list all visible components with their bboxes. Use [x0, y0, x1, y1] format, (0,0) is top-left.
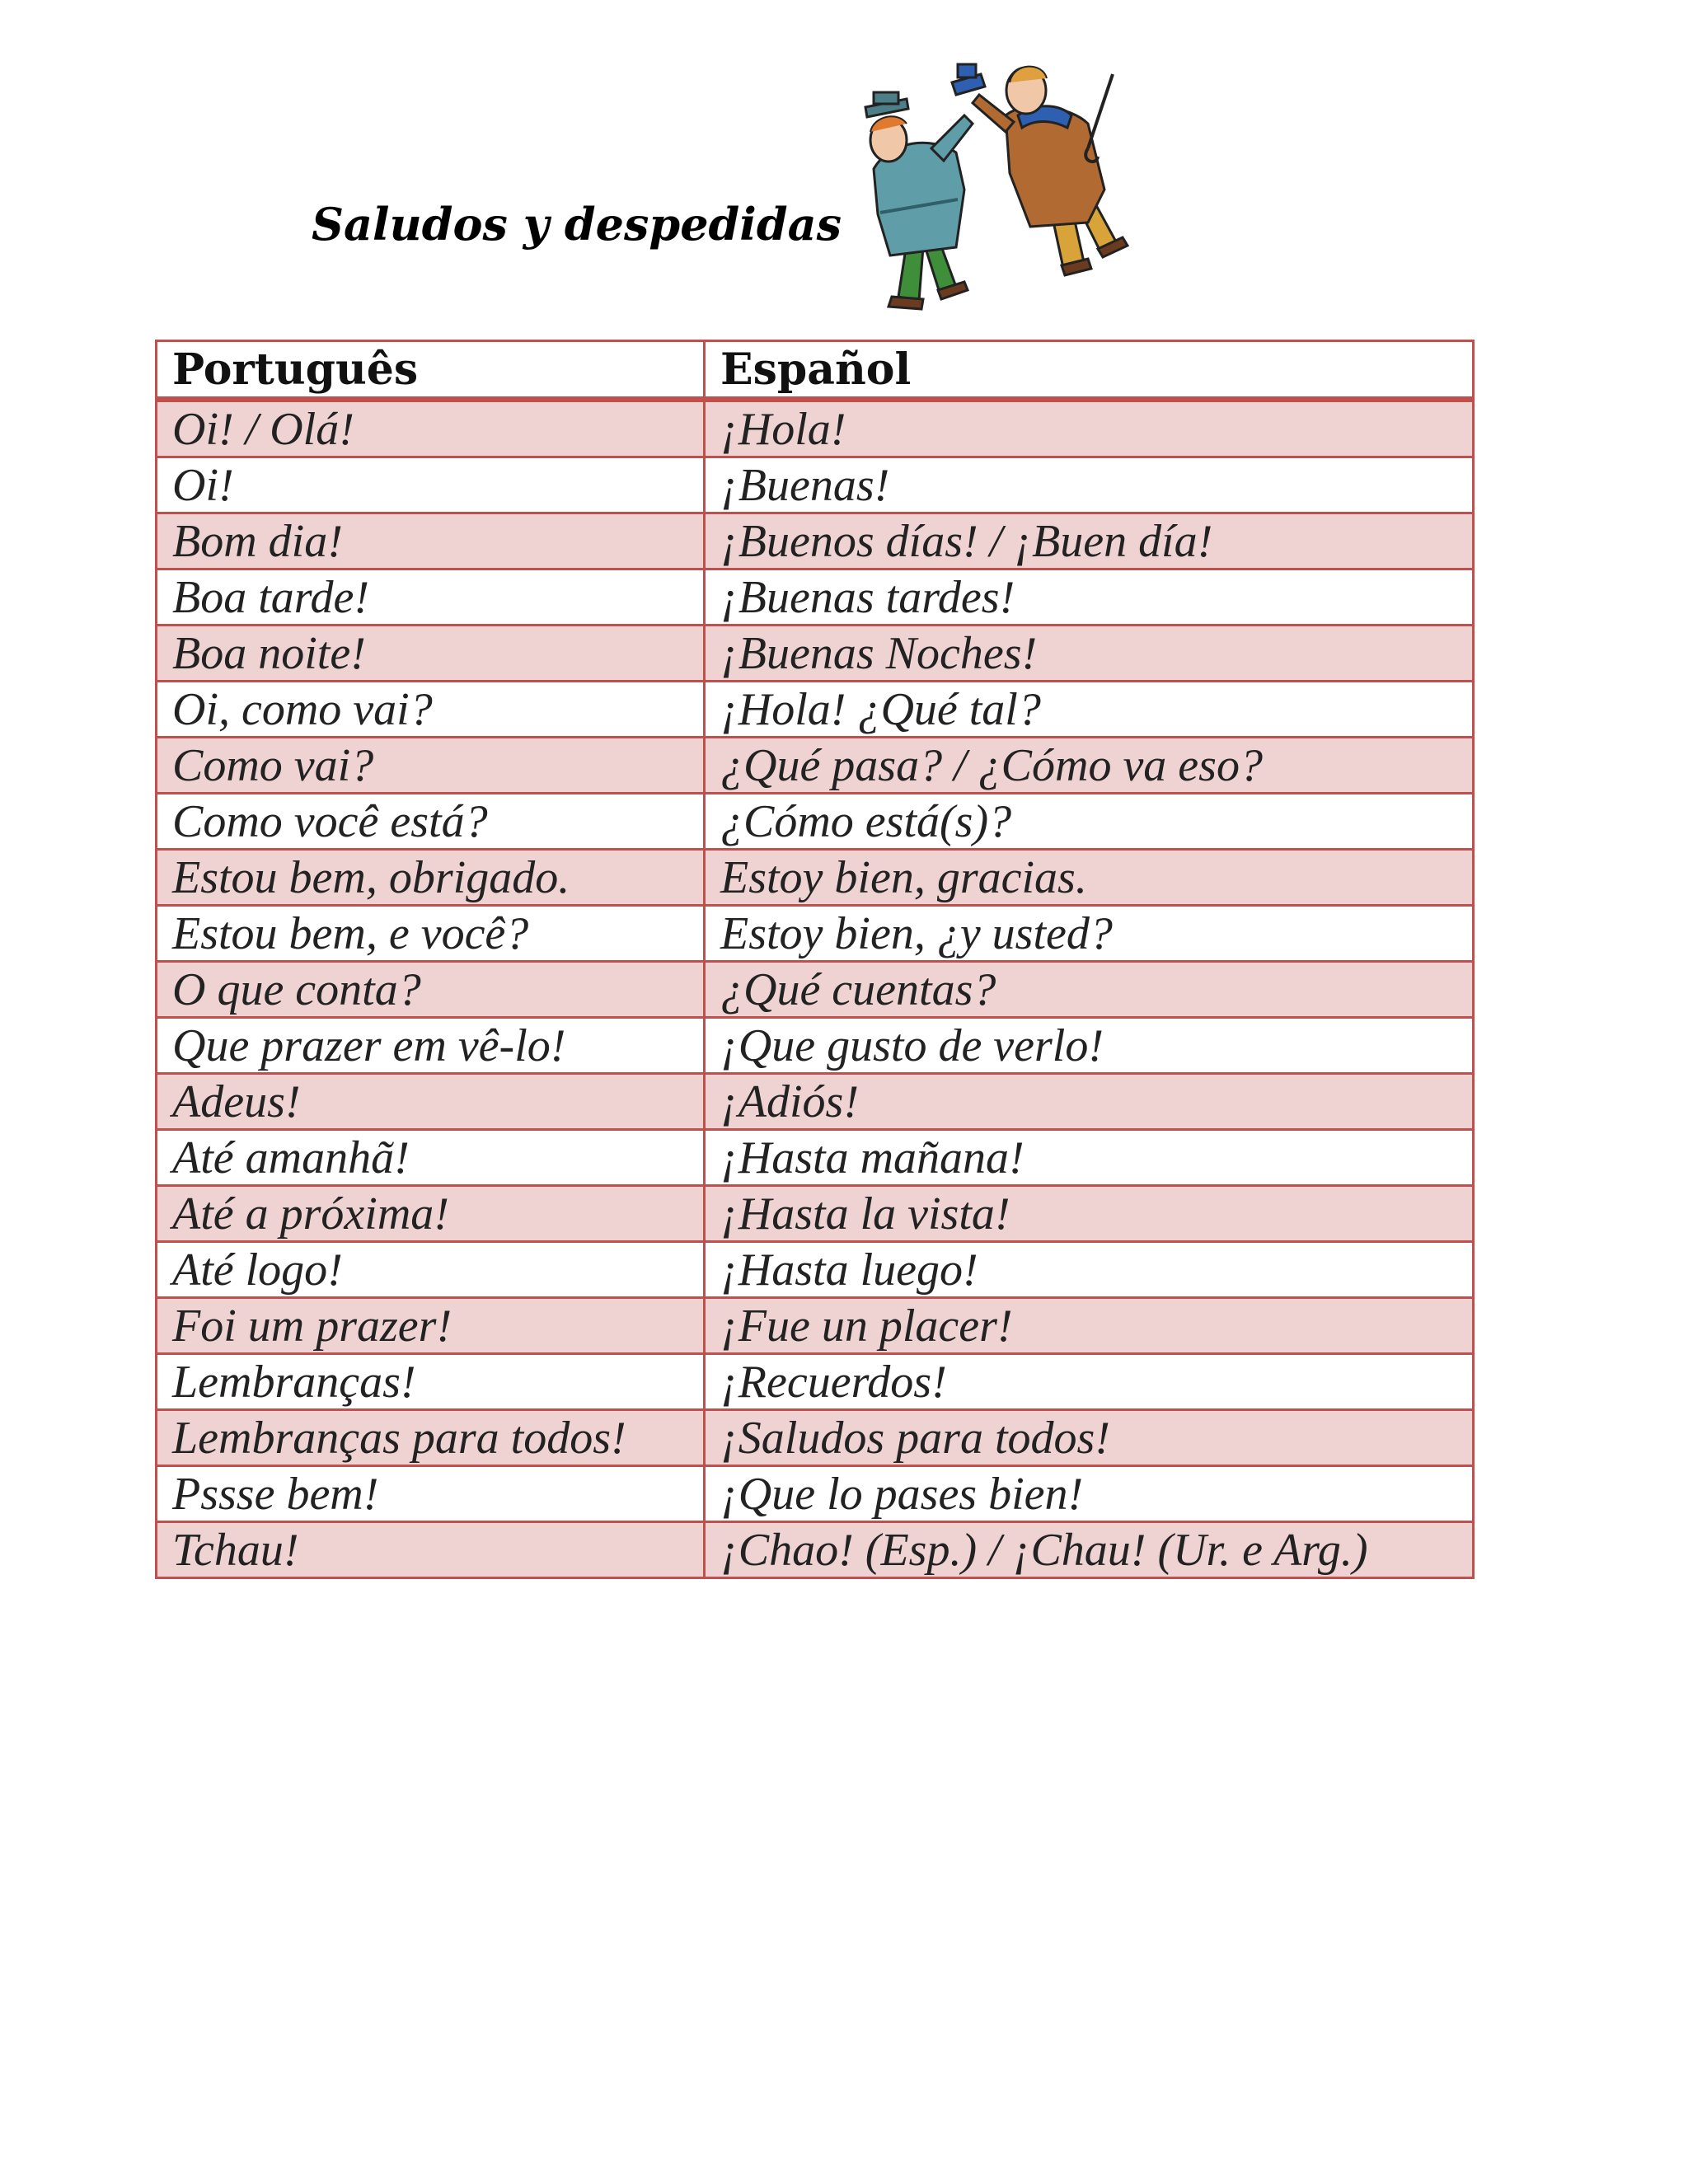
spanish-cell: ¡Que gusto de verlo!	[705, 1018, 1474, 1074]
table-row	[157, 569, 1474, 626]
spanish-cell: ¡Que lo pases bien!	[705, 1466, 1474, 1522]
spanish-cell: ¿Qué cuentas?	[705, 962, 1474, 1018]
page-title: Saludos y despedidas	[312, 198, 842, 251]
table-row	[157, 850, 1474, 906]
table-row	[157, 1354, 1474, 1410]
table-row	[157, 738, 1474, 794]
spanish-cell: ¡Buenas!	[705, 457, 1474, 513]
spanish-cell: ¡Buenos días! / ¡Buen día!	[705, 513, 1474, 569]
header-spanish: Español	[705, 341, 1474, 400]
portuguese-cell: Adeus!	[157, 1074, 705, 1130]
spanish-cell: ¿Qué pasa? / ¿Cómo va eso?	[705, 738, 1474, 794]
spanish-cell: ¡Saludos para todos!	[705, 1410, 1474, 1466]
portuguese-cell: Pssse bem!	[157, 1466, 705, 1522]
portuguese-cell: Estou bem, obrigado.	[157, 850, 705, 906]
spanish-cell: ¿Cómo está(s)?	[705, 794, 1474, 850]
table-row	[157, 1298, 1474, 1354]
spanish-cell: ¡Hola! ¿Qué tal?	[705, 682, 1474, 738]
table-row	[157, 1466, 1474, 1522]
table-header-row	[157, 341, 1474, 400]
right-man-figure	[952, 64, 1128, 275]
spanish-cell: Estoy bien, gracias.	[705, 850, 1474, 906]
header-portuguese: Português	[157, 341, 705, 400]
portuguese-cell: Até amanhã!	[157, 1130, 705, 1186]
spanish-cell: ¡Chao! (Esp.) / ¡Chau! (Ur. e Arg.)	[705, 1522, 1474, 1578]
portuguese-cell: Até a próxima!	[157, 1186, 705, 1242]
table-row	[157, 1074, 1474, 1130]
spanish-cell: ¡Recuerdos!	[705, 1354, 1474, 1410]
table-row	[157, 400, 1474, 457]
spanish-cell: ¡Hasta luego!	[705, 1242, 1474, 1298]
portuguese-cell: Foi um prazer!	[157, 1298, 705, 1354]
portuguese-cell: Até logo!	[157, 1242, 705, 1298]
table-row	[157, 1186, 1474, 1242]
spanish-cell: ¡Hasta la vista!	[705, 1186, 1474, 1242]
table-row	[157, 962, 1474, 1018]
table-row	[157, 457, 1474, 513]
table-row	[157, 906, 1474, 962]
portuguese-cell: Oi! / Olá!	[157, 400, 705, 457]
table-row	[157, 1018, 1474, 1074]
spanish-cell: ¡Hola!	[705, 400, 1474, 457]
left-man-figure	[865, 92, 973, 309]
table-row	[157, 1522, 1474, 1578]
portuguese-cell: Boa tarde!	[157, 569, 705, 626]
spanish-cell: Estoy bien, ¿y usted?	[705, 906, 1474, 962]
greeting-men-illustration	[841, 25, 1170, 321]
table-row	[157, 626, 1474, 682]
portuguese-cell: Boa noite!	[157, 626, 705, 682]
spanish-cell: ¡Hasta mañana!	[705, 1130, 1474, 1186]
table-row	[157, 1410, 1474, 1466]
phrase-table-container	[155, 340, 1472, 1579]
portuguese-cell: Oi!	[157, 457, 705, 513]
table-row	[157, 513, 1474, 569]
portuguese-cell: Que prazer em vê-lo!	[157, 1018, 705, 1074]
spanish-cell: ¡Adiós!	[705, 1074, 1474, 1130]
portuguese-cell: Bom dia!	[157, 513, 705, 569]
phrase-table	[155, 340, 1475, 1579]
table-row	[157, 794, 1474, 850]
spanish-cell: ¡Buenas Noches!	[705, 626, 1474, 682]
spanish-cell: ¡Buenas tardes!	[705, 569, 1474, 626]
portuguese-cell: Estou bem, e você?	[157, 906, 705, 962]
table-row	[157, 1242, 1474, 1298]
portuguese-cell: O que conta?	[157, 962, 705, 1018]
portuguese-cell: Lembranças!	[157, 1354, 705, 1410]
portuguese-cell: Tchau!	[157, 1522, 705, 1578]
spanish-cell: ¡Fue un placer!	[705, 1298, 1474, 1354]
portuguese-cell: Lembranças para todos!	[157, 1410, 705, 1466]
table-row	[157, 682, 1474, 738]
table-row	[157, 1130, 1474, 1186]
portuguese-cell: Oi, como vai?	[157, 682, 705, 738]
portuguese-cell: Como você está?	[157, 794, 705, 850]
portuguese-cell: Como vai?	[157, 738, 705, 794]
